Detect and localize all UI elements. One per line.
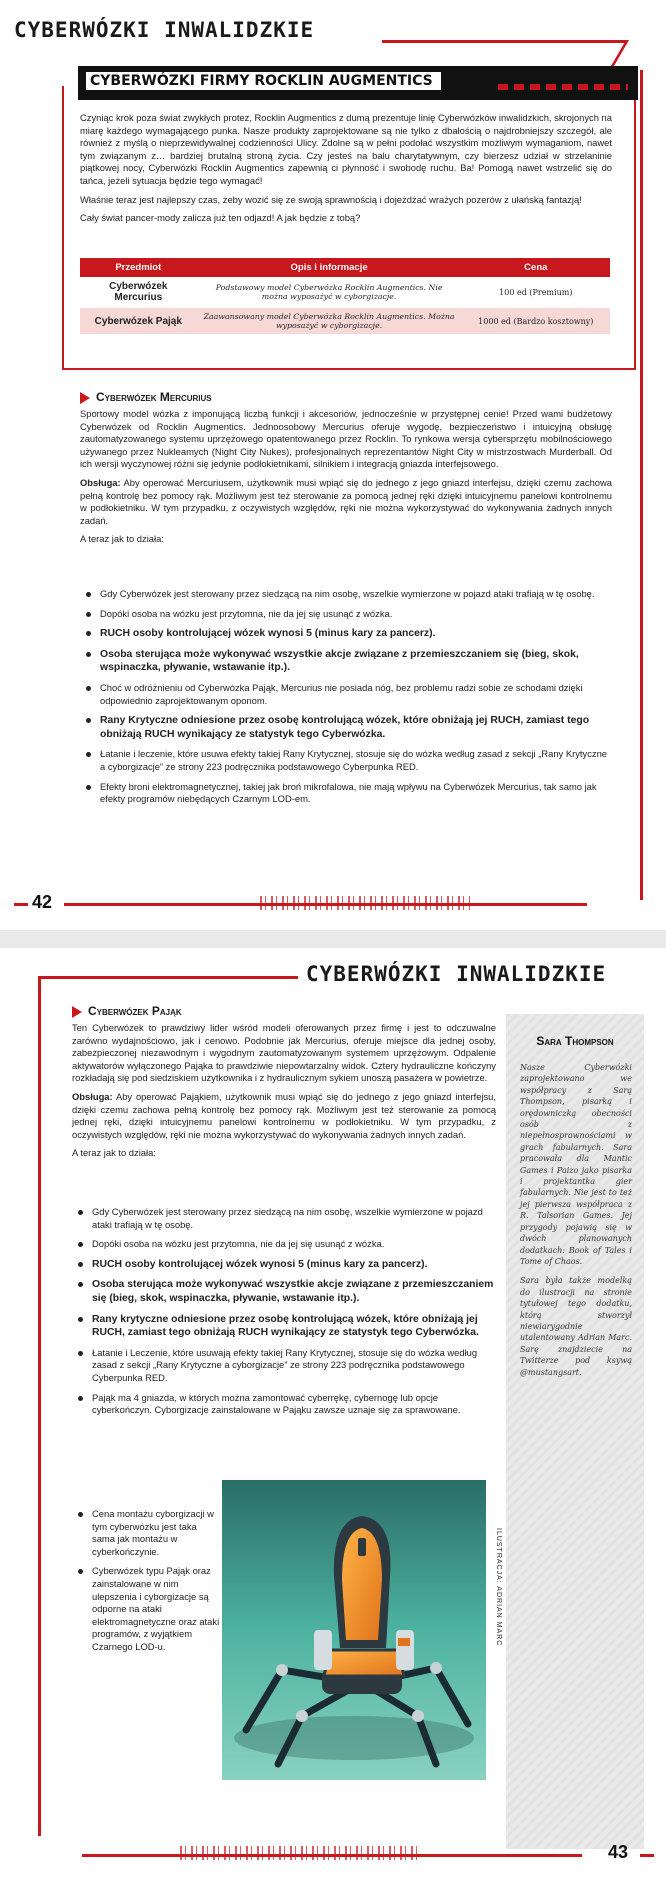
- table-cell-item: Cyberwózek Mercurius: [80, 277, 197, 308]
- table-cell-item: Cyberwózek Pająk: [80, 308, 197, 335]
- table-row: [80, 277, 610, 308]
- list-item: Osoba sterująca może wykonywać wszystkie akcje związane z przemieszczaniem się (bieg, skok, wspinaczka, pływanie, wstawanie itp.).: [80, 648, 610, 675]
- intro-paragraph: Właśnie teraz jest najlepszy czas, żeby wozić się ze swoją sprawnością i dojeżdżać wrażych pozerów z ułańską fantazją!: [80, 193, 582, 205]
- intro-paragraph: Cały świat pancer-mody zalicza już ten odjazd! A jak będzie z tobą?: [80, 212, 361, 224]
- page-gap: [0, 930, 666, 948]
- sidebar-text: [520, 1062, 632, 1386]
- list-item: Choć w odróżnieniu od Cyberwózka Pająk, Mercurius nie posiada nóg, bez problemu radzi sobie ze schodami dzięki odpowiednio zaprojektowanym oponom.: [80, 682, 610, 707]
- sidebar-title: Sara Thompson: [536, 1034, 614, 1048]
- list-item: Cyberwózek typu Pająk oraz zainstalowane w nim ulepszenia i cyborgizacje są odporne na ataki elektromagnetyczne oraz ataki programów, z wyjątkiem Czarnego LOD-u.: [72, 1565, 222, 1653]
- obsluga-label: Obsługa:: [72, 1090, 113, 1102]
- footer-rule-right: [640, 1854, 654, 1857]
- table-cell-price: 1000 ed (Bardzo kosztowny): [462, 308, 610, 335]
- sidebar-paragraph: Nasze Cyberwózki zaprojektowano we współpracy z Sarą Thompson, pisarką i orędowniczką obecności osób z niepełnosprawnościami w grach fabularnych. Sara pracowała dla Mantic Games i Paizo jako pisarka i projektantka gier fabularnych. Nie jest to też jej pierwsza współpraca z R. Talsorian Games. Jej przygody pojawią się w dwóch planowanych dodatkach: Book of Tales i Tome of Chaos.: [520, 1063, 632, 1266]
- mercurius-body: [80, 408, 612, 552]
- page-number: 42: [32, 892, 53, 912]
- sidebar-sara-thompson: [506, 1014, 644, 1849]
- rules-list: [80, 588, 610, 813]
- list-item: RUCH osoby kontrolującej wózek wynosi 5 (minus kary za pancerz).: [72, 1258, 500, 1272]
- page-43: [0, 948, 666, 1884]
- list-item: RUCH osoby kontrolującej wózek wynosi 5 (minus kary za pancerz).: [80, 627, 610, 641]
- rules-list: [72, 1206, 500, 1424]
- obsluga-text: Aby operować Pająkiem, użytkownik musi wpiąć się do jednego z jego gniazd interfejsu, dzięki czemu zachowa pełną kontrolę bez pomocy rąk. Możliwym jest też sterowanie za pomocą jednej ręki, dzięki intuicyjnemu panelowi kontrolnemu w podłokietniku. W tym przypadku, z oczywistych względów, ręki nie można wykorzystywać do wykonywania żadnych innych zadań.: [72, 1090, 496, 1140]
- triangle-marker-icon: [72, 1006, 82, 1018]
- page-number: 43: [608, 1842, 629, 1862]
- section-bar-dashes: [498, 84, 628, 90]
- table-header: Cena: [462, 258, 610, 277]
- list-item: Pająk ma 4 gniazda, w których można zamontować cyberrękę, cybernogę lub opcje cyberkończyn. Cyborgizacje zainstalowane w Pająku zawsze uznaje się za sprawowane.: [72, 1392, 500, 1417]
- lead-text: A teraz jak to działa:: [72, 1147, 156, 1159]
- pajak-description: Ten Cyberwózek to prawdziwy lider wśród modeli oferowanych przez firmę i jest to odczuwalne zarówno wydajnościowo, jak i cenowo. Podobnie jak Mercurius, oferuje miejsce dla jednej osoby, zabezpieczonej niezawodnym i wygodnym zautomatyzowanym systemem uprzężowym. Odpalenie aktywatorów wyłączonego Pająka to prawdziwie niepowtarzalny widok. Cztery hydrauliczne kończyny rozkładają się pod siedziskiem użytkownika i z hydraulicznym sykiem unoszą pasażera w powietrze.: [72, 1022, 496, 1084]
- subheading-pajak: [72, 1004, 182, 1018]
- footer-rule-end: [584, 903, 587, 906]
- subheading-text: Cyberwózek Mercurius: [96, 390, 212, 404]
- table-header: Opis i informacje: [197, 258, 462, 277]
- lead-text: A teraz jak to działa:: [80, 533, 164, 545]
- footer-glitch-decoration: [260, 896, 470, 910]
- list-item: Rany Krytyczne odniesione przez osobę kontrolującą wózek, które obniżają jej RUCH, zamiast tego obniżają RUCH wynikający ze statystyk tego Cyberwózka.: [80, 714, 610, 741]
- triangle-marker-icon: [80, 392, 90, 404]
- obsluga-paragraph: [72, 1091, 496, 1141]
- sidebar-paragraph: Sara była także modelką do ilustracji na stronie tytułowej tego dodatku, którą stworzył niewiarygodnie utalentowany Adrian Marc. Sarę znajdziecie na Twitterze pod ksywą @mustangsart.: [520, 1276, 632, 1377]
- page-42: [0, 0, 666, 930]
- table-header: Przedmiot: [80, 258, 197, 277]
- list-item: Dopóki osoba na wózku jest przytomna, nie da jej się usunąć z wózka.: [80, 608, 610, 621]
- page-side-rule: [640, 70, 643, 900]
- short-rules-list: [72, 1508, 222, 1661]
- subheading-mercurius: [80, 390, 212, 404]
- table-cell-description: Podstawowy model Cyberwózka Rocklin Augmentics. Nie można wyposażyć w cyborgizacje.: [197, 277, 462, 308]
- table-header-row: [80, 258, 610, 277]
- mercurius-description: Sportowy model wózka z imponującą liczbą funkcji i akcesoriów, jednocześnie w przystępnej cenie! Przed wami budżetowy Cyberwózek od Rocklin Augmentics. Jednoosobowy Mercurius oferuje wygodę, bezpieczeństwo i intuicyjną obsługę zautomatyzowanego systemu uprzężowego opatentowanego przez Rocklin. To rynkowa wersja cybersprzętu mobilnościowego używanego przez Nukleamych (Night City Nukes), profesjonalnych reprezentantów Night City w mistrzostwach Murderball. Od ich wersji wyczynowej różni się jedynie podłokietnikami, silnikiem i integracją gniazda interfejsowego.: [80, 408, 612, 470]
- list-item: Osoba sterująca może wykonywać wszystkie akcje związane z przemieszczaniem się (bieg, skok, wspinaczka, pływanie, wstawanie itp.).: [72, 1278, 500, 1305]
- obsluga-paragraph: [80, 477, 612, 527]
- table-cell-description: Zaawansowany model Cyberwózka Rocklin Augmentics. Można wyposażyć w cyborgizacje.: [197, 308, 462, 335]
- list-item: Gdy Cyberwózek jest sterowany przez siedzącą na nim osobę, wszelkie wymierzone w pojazd ataki trafiają w tę osobę.: [80, 588, 610, 601]
- subheading-text: Cyberwózek Pająk: [88, 1004, 182, 1018]
- page-side-rule: [38, 976, 41, 1836]
- chapter-title: CYBERWÓZKI INWALIDZKIE: [306, 962, 607, 986]
- header-rule: [382, 40, 626, 43]
- section-title: CYBERWÓZKI FIRMY ROCKLIN AUGMENTICS: [86, 72, 441, 90]
- product-table: [80, 258, 610, 335]
- art-credit: ILUSTRACJA: ADRIAN MARC: [495, 1528, 502, 1647]
- pajak-body: [72, 1022, 496, 1166]
- footer-rule-left: [14, 903, 28, 906]
- intro-text: [80, 112, 612, 231]
- list-item: Łatanie i leczenie, które usuwa efekty takiej Rany Krytycznej, stosuje się do wózka według zasad z sekcji „Rany Krytyczne a cyborgizacje” ze strony 223 podręcznika podstawowego Cyberpunka RED.: [80, 748, 610, 773]
- obsluga-label: Obsługa:: [80, 476, 121, 488]
- list-item: Rany krytyczne odniesione przez osobę kontrolującą wózek, które obniżają jej RUCH, zamiast tego obniżają RUCH wynikający ze statystyk tego Cyberwózka.: [72, 1313, 500, 1340]
- list-item: Cena montażu cyborgizacji w tym cyberwózku jest taka sama jak montażu w cyberkończynie.: [72, 1508, 222, 1558]
- footer-glitch-decoration: [180, 1846, 420, 1860]
- intro-paragraph: Czyniąc krok poza świat zwykłych protez, Rocklin Augmentics z dumą prezentuje linię Cyberwózków inwalidzkich, skrojonych na miarę każdego wymagającego punka. Nasze produkty zaprojektowane są nie tylko z dbałością o najdrobniejszy szczegół, ale również z myślą o nieprzewidywalnej codzienności Ulicy. Zdolne są w pełni podołać wszystkim możliwym wymaganiom, nawet tym związanym z… bardziej brutalną stroną życia. Czy jesteś na balu charytatywnym, czy bierzesz udział w strzelaninie piątkowej nocy, Cyberwózki Rocklin Augmentics zapewnią ci płynność i swobodę ruchu. Ba! Pomogą nawet wstrzelić się do tańca, jeżeli sytuacja będzie tego wymagać!: [80, 112, 612, 186]
- list-item: Gdy Cyberwózek jest sterowany przez siedzącą na nim osobę, wszelkie wymierzone w pojazd ataki trafiają w tę osobę.: [72, 1206, 500, 1231]
- chapter-title: CYBERWÓZKI INWALIDZKIE: [14, 18, 315, 42]
- section-bar: [78, 66, 638, 100]
- spider-wheelchair-illustration: [222, 1480, 486, 1780]
- table-cell-price: 100 ed (Premium): [462, 277, 610, 308]
- obsluga-text: Aby operować Mercuriusem, użytkownik musi wpiąć się do jednego z jego gniazd interfejsu, dzięki czemu zachowa pełną kontrolę bez pomocy rąk. Możliwym jest też sterowanie za pomocą jednej ręki dzięki intuicyjnemu panelowi kontrolnemu w podłokietniku. W tym przypadku, z oczywistych względów, ręki nie można wykorzystywać do wykonywania żadnych innych zadań.: [80, 476, 612, 526]
- list-item: Efekty broni elektromagnetycznej, takiej jak broń mikrofalowa, nie mają wpływu na Cyberwózek Mercurius, tak samo jak efekty programów niebędących Czarnym LOD-em.: [80, 781, 610, 806]
- list-item: Łatanie i Leczenie, które usuwają efekty takiej Rany Krytycznej, stosuje się do wózka według zasad z sekcji „Rany Krytyczne a cyborgizacje” ze strony 223 podręcznika podstawowego Cyberpunka RED.: [72, 1347, 500, 1385]
- header-rule: [38, 976, 298, 979]
- list-item: Dopóki osoba na wózku jest przytomna, nie da jej się usunąć z wózka.: [72, 1238, 500, 1251]
- table-row: [80, 308, 610, 335]
- spider-wheelchair-artwork: [222, 1480, 486, 1780]
